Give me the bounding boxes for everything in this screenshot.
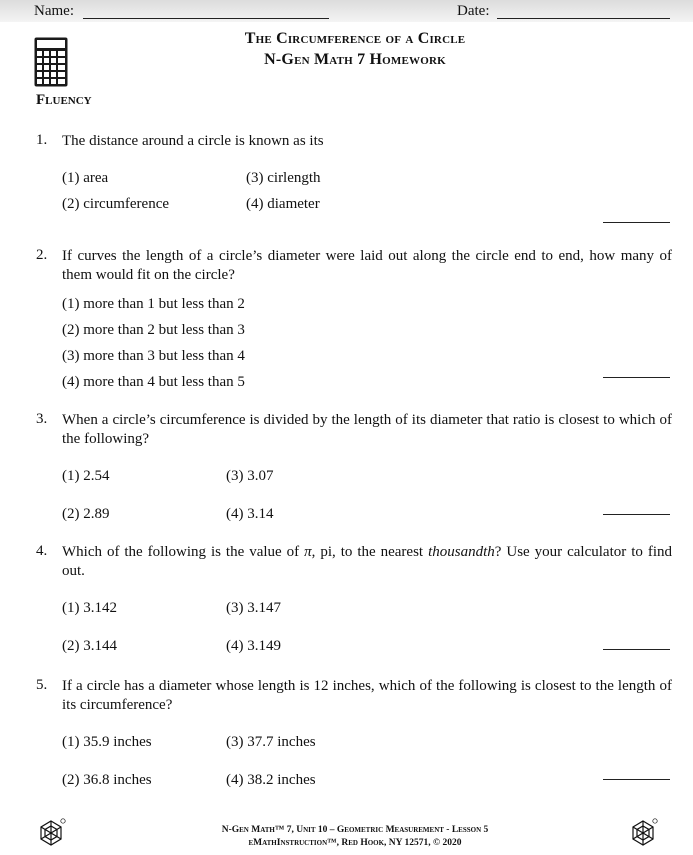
question-number: 2.	[36, 247, 48, 263]
answer-blank[interactable]	[603, 514, 670, 515]
answer-option: (2) 36.8 inches	[62, 772, 152, 788]
question-text-part: Which of the following is the value of	[62, 544, 305, 560]
question-text-emphasis: thousandth	[428, 544, 495, 560]
answer-option: (4) diameter	[246, 196, 320, 212]
answer-option: (3) cirlength	[246, 170, 321, 186]
question-number: 1.	[36, 132, 48, 148]
date-label: Date:	[457, 3, 490, 19]
answer-option: (3) 37.7 inches	[226, 734, 316, 750]
publisher-logo-icon	[36, 818, 66, 848]
answer-option: (2) 3.144	[62, 638, 117, 654]
answer-option: (2) 2.89	[62, 506, 110, 522]
footer-publisher: eMathInstruction™, Red Hook, NY 12571, © 2020	[248, 838, 462, 848]
question-text-part: ? Use your calculator to find out.	[62, 544, 672, 579]
question-text: The distance around a circle is known as its	[62, 133, 324, 149]
answer-option: (1) 3.142	[62, 600, 117, 616]
page-title: The Circumference of a Circle	[244, 30, 466, 47]
question-text: If a circle has a diameter whose length is 12 inches, which of the following is closest to the length of its circumference?	[62, 678, 672, 713]
answer-option: (4) 3.149	[226, 638, 281, 654]
answer-option: (1) area	[62, 170, 109, 186]
name-label: Name:	[34, 3, 74, 19]
question-text	[62, 543, 672, 581]
answer-blank[interactable]	[603, 222, 670, 223]
question-number: 5.	[36, 677, 48, 693]
question-number: 4.	[36, 543, 48, 559]
answer-blank[interactable]	[603, 649, 670, 650]
calculator-icon	[34, 37, 68, 87]
answer-option: (4) 3.14	[226, 506, 274, 522]
date-field-line[interactable]	[497, 18, 670, 19]
answer-blank[interactable]	[603, 779, 670, 780]
answer-option: (4) 38.2 inches	[226, 772, 316, 788]
question-number: 3.	[36, 411, 48, 427]
page-subtitle: N-Gen Math 7 Homework	[264, 51, 446, 68]
question-text: If curves the length of a circle’s diameter were laid out along the circle end to end, how many of them would fit on the circle?	[62, 248, 672, 283]
answer-option: (2) more than 2 but less than 3	[62, 322, 245, 338]
answer-option: (3) 3.147	[226, 600, 281, 616]
name-field-line[interactable]	[83, 18, 329, 19]
answer-option: (1) 2.54	[62, 468, 110, 484]
footer-course: N-Gen Math™ 7, Unit 10 – Geometric Measurement - Lesson 5	[221, 825, 489, 835]
section-heading: Fluency	[36, 92, 92, 108]
answer-option: (3) more than 3 but less than 4	[62, 348, 245, 364]
answer-blank[interactable]	[603, 377, 670, 378]
pi-symbol: π	[304, 544, 312, 560]
publisher-logo-icon	[628, 818, 658, 848]
answer-option: (3) 3.07	[226, 468, 274, 484]
answer-option: (2) circumference	[62, 196, 170, 212]
answer-option: (4) more than 4 but less than 5	[62, 374, 245, 390]
question-text-part: , pi, to the nearest	[311, 544, 429, 560]
answer-option: (1) more than 1 but less than 2	[62, 296, 245, 312]
answer-option: (1) 35.9 inches	[62, 734, 152, 750]
question-text: When a circle’s circumference is divided by the length of its diameter that ratio is closest to which of the following?	[62, 412, 672, 447]
